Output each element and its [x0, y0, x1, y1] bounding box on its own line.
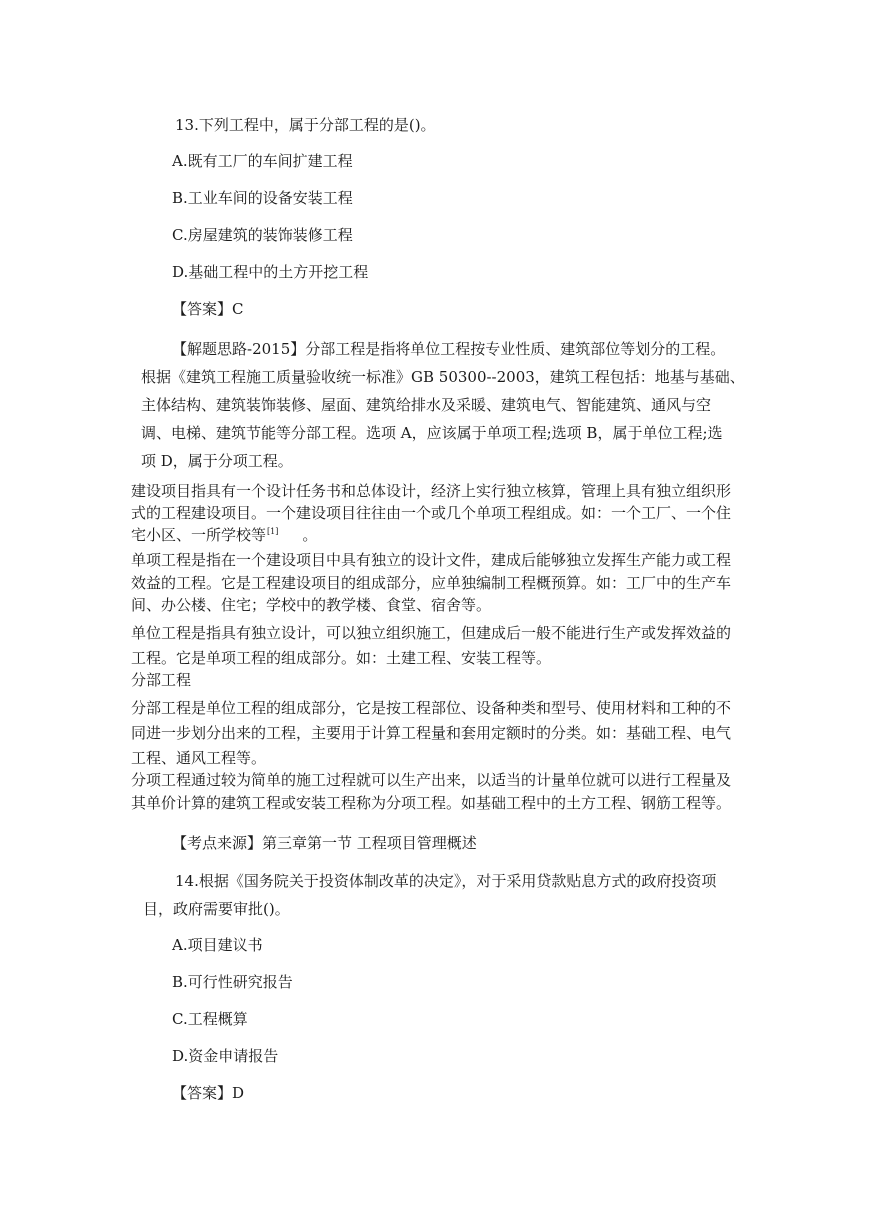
q13-analysis-line-4: 调、电梯、建筑节能等分部工程。选项 A，应该属于单项工程;选项 B，属于单位工程;选 [141, 424, 723, 442]
q13-analysis-line-1: 【解题思路-2015】分部工程是指将单位工程按专业性质、建筑部位等划分的工程。 [172, 340, 726, 358]
q13-option-a: A.既有工厂的车间扩建工程 [172, 152, 353, 170]
q14-option-a: A.项目建议书 [172, 936, 263, 954]
division-line-1: 分部工程是单位工程的组成部分，它是按工程部位、设备种类和型号、使用材料和工种的不 [131, 699, 732, 717]
q14-answer: 【答案】D [172, 1084, 245, 1102]
project-definition-text: 宅小区、一所学校等 [131, 526, 267, 544]
unit-project-line-2: 工程。它是单项工程的组成部分。如：土建工程、安装工程等。 [131, 649, 552, 667]
q14-stem-line-2: 目，政府需要审批()。 [143, 900, 290, 918]
division-heading: 分部工程 [131, 671, 192, 689]
q14-option-d: D.资金申请报告 [172, 1047, 279, 1065]
project-definition-tail: 。 [302, 526, 318, 544]
project-definition-line-2: 式的工程建设项目。一个建设项目往往由一个或几个单项工程组成。如：一个工厂、一个住 [131, 504, 732, 522]
subitem-line-2: 其单价计算的建筑工程或安装工程称为分项工程。如基础工程中的土方工程、钢筋工程等。 [131, 794, 732, 812]
q13-stem: 13.下列工程中，属于分部工程的是()。 [175, 116, 436, 134]
division-line-2: 同进一步划分出来的工程，主要用于计算工程量和套用定额时的分类。如：基础工程、电气 [131, 724, 732, 742]
footnote-marker[interactable]: [1] [267, 527, 279, 536]
project-definition-line-3 [131, 528, 317, 543]
q13-analysis-line-2: 根据《建筑工程施工质量验收统一标准》GB 50300--2003，建筑工程包括：地基与基础、 [141, 368, 745, 386]
q14-option-b: B.可行性研究报告 [172, 973, 293, 991]
single-project-line-3: 间、办公楼、住宅；学校中的教学楼、食堂、宿舍等。 [131, 596, 492, 614]
single-project-line-1: 单项工程是指在一个建设项目中具有独立的设计文件，建成后能够独立发挥生产能力或工程 [131, 551, 732, 569]
q13-analysis-line-3: 主体结构、建筑装饰装修、屋面、建筑给排水及采暖、建筑电气、智能建筑、通风与空 [141, 396, 712, 414]
unit-project-line-1: 单位工程是指具有独立设计，可以独立组织施工，但建成后一般不能进行生产或发挥效益的 [131, 624, 732, 642]
q13-source: 【考点来源】第三章第一节 工程项目管理概述 [172, 834, 477, 852]
subitem-line-1: 分项工程通过较为简单的施工过程就可以生产出来，以适当的计量单位就可以进行工程量及 [131, 771, 732, 789]
q13-answer: 【答案】C [172, 300, 244, 318]
division-line-3: 工程、通风工程等。 [131, 749, 267, 767]
q14-stem-line-1: 14.根据《国务院关于投资体制改革的决定》，对于采用贷款贴息方式的政府投资项 [175, 872, 717, 890]
single-project-line-2: 效益的工程。它是工程建设项目的组成部分，应单独编制工程概预算。如：工厂中的生产车 [131, 574, 732, 592]
q13-option-b: B.工业车间的设备安装工程 [172, 189, 353, 207]
project-definition-line-1: 建设项目指具有一个设计任务书和总体设计，经济上实行独立核算，管理上具有独立组织形 [131, 482, 732, 500]
q14-option-c: C.工程概算 [172, 1010, 248, 1028]
q13-option-d: D.基础工程中的土方开挖工程 [172, 263, 369, 281]
q13-option-c: C.房屋建筑的装饰装修工程 [172, 226, 353, 244]
q13-analysis-line-5: 项 D，属于分项工程。 [141, 452, 293, 470]
